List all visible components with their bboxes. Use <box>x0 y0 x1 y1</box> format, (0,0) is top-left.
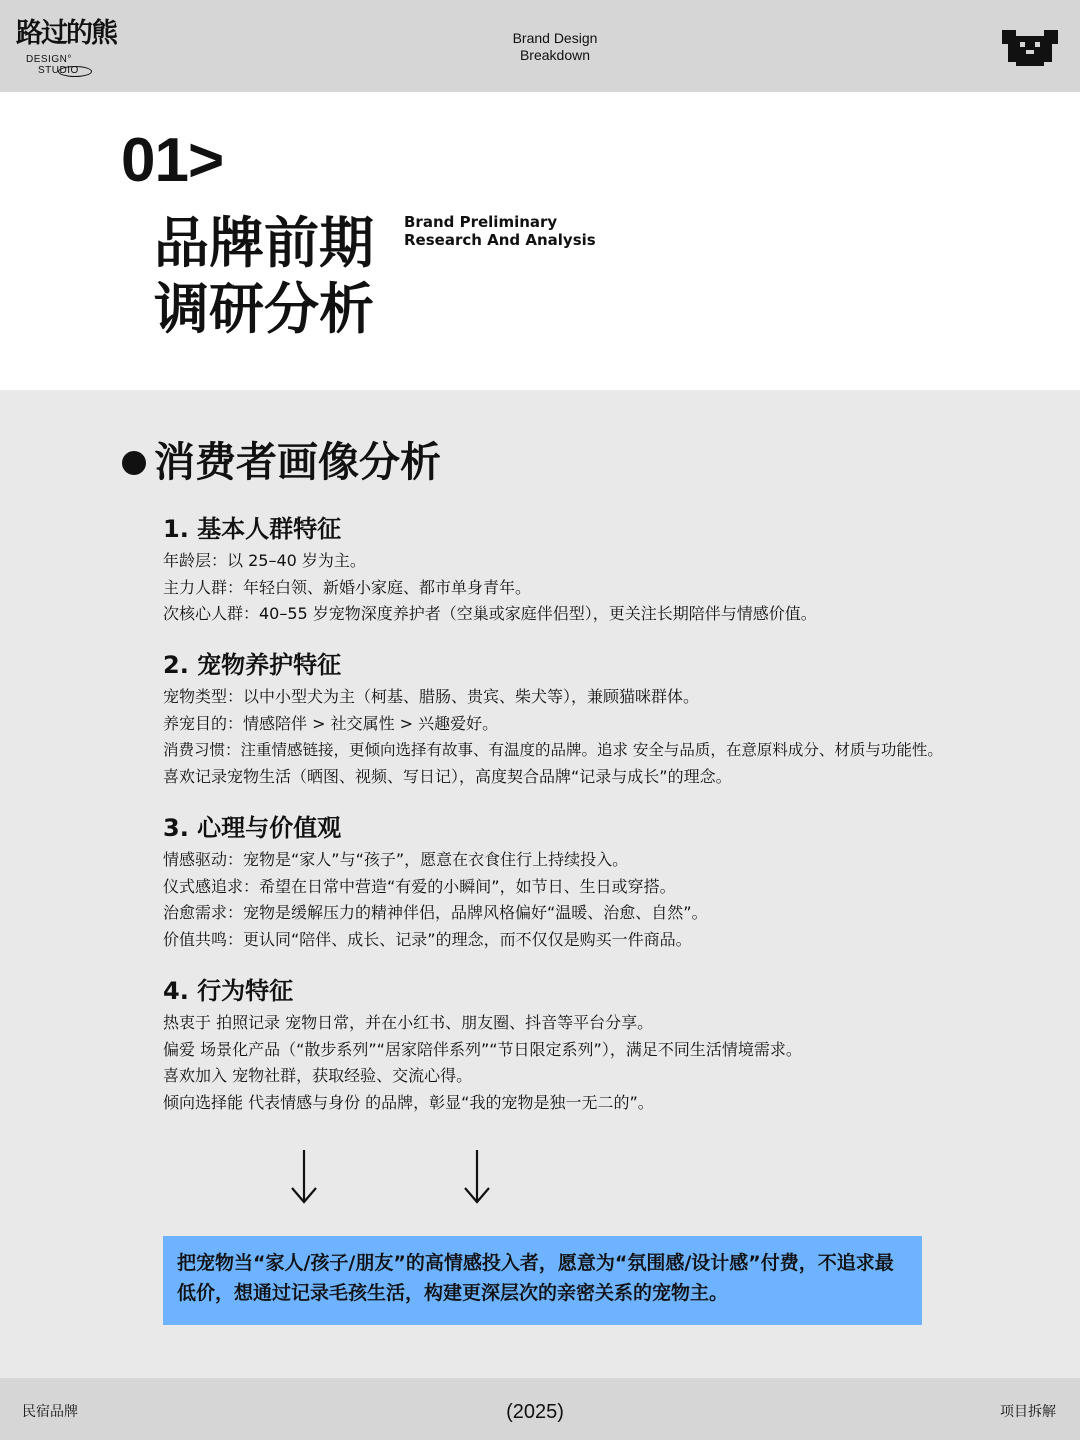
studio-logo-text: 路过的熊 <box>16 18 116 49</box>
bear-head-icon <box>1000 26 1060 68</box>
block-line: 价值共鸣：更认同“陪伴、成长、记录”的理念，而不仅仅是购买一件商品。 <box>163 929 692 949</box>
block-heading: 2. 宠物养护特征 <box>163 651 342 679</box>
chapter-title-en-line-2: Research And Analysis <box>404 231 596 249</box>
block-line: 倾向选择能 代表情感与身份 的品牌，彰显“我的宠物是独一无二的”。 <box>163 1092 654 1112</box>
block-heading: 4. 行为特征 <box>163 977 294 1005</box>
block-line: 热衷于 拍照记录 宠物日常，并在小红书、朋友圈、抖音等平台分享。 <box>163 1013 654 1032</box>
block-line: 主力人群：年轻白领、新婚小家庭、都市单身青年。 <box>163 577 532 597</box>
profile-block-1 <box>163 514 817 628</box>
profile-block-4 <box>163 976 802 1116</box>
logo-sub-studio: STUDIO <box>38 65 79 76</box>
chapter-title-cn-line-2: 调研分析 <box>154 277 375 341</box>
footer-bar <box>0 1378 1080 1440</box>
block-line: 年龄层：以 25–40 岁为主。 <box>163 551 366 570</box>
top-bar <box>0 0 1080 92</box>
footer-left-label: 民宿品牌 <box>22 1404 78 1420</box>
block-line: 情感驱动：宠物是“家人”与“孩子”，愿意在衣食住行上持续投入。 <box>163 850 629 869</box>
chapter-title-en <box>404 213 596 249</box>
brand-design-line-2: Breakdown <box>519 47 591 63</box>
footer-right-label: 项目拆解 <box>1000 1404 1056 1420</box>
block-heading: 3. 心理与价值观 <box>163 814 342 842</box>
profile-block-2 <box>163 650 943 790</box>
chapter-title-cn-line-1: 品牌前期 <box>154 211 375 275</box>
logo-sub-design: DESIGN° <box>26 54 72 65</box>
bullet-dot <box>122 451 146 475</box>
block-line: 治愈需求：宠物是缓解压力的精神伴侣，品牌风格偏好“温暖、治愈、自然”。 <box>163 903 708 922</box>
down-arrow-icon <box>462 1148 492 1206</box>
down-arrow-icon <box>289 1148 319 1206</box>
block-line: 次核心人群：40–55 岁宠物深度养护者（空巢或家庭伴侣型），更关注长期陪伴与情感价值。 <box>163 604 817 623</box>
block-line: 喜欢记录宠物生活（晒图、视频、写日记），高度契合品牌“记录与成长”的理念。 <box>163 766 732 786</box>
profile-block-3 <box>163 813 708 953</box>
consumer-profile-section <box>0 390 1080 1378</box>
block-line: 仪式感追求：希望在日常中营造“有爱的小瞬间”，如节日、生日或穿搭。 <box>163 876 676 896</box>
section-title: 消费者画像分析 <box>154 438 441 486</box>
hero-section <box>0 92 1080 390</box>
block-line: 养宠目的：情感陪伴 > 社交属性 > 兴趣爱好。 <box>163 713 499 733</box>
summary-callout: 把宠物当“家人/孩子/朋友”的高情感投入者，愿意为“氛围感/设计感”付费，不追求最低价，想通过记录毛孩生活，构建更深层次的亲密关系的宠物主。 <box>163 1236 922 1325</box>
footer-year: (2025) <box>506 1401 564 1423</box>
block-line: 宠物类型：以中小型犬为主（柯基、腊肠、贵宾、柴犬等），兼顾猫咪群体。 <box>163 687 700 706</box>
brand-design-line-1: Brand Design <box>512 30 598 46</box>
chapter-title-cn <box>154 210 374 342</box>
brand-design-label <box>480 30 630 64</box>
logo-oval-mark <box>58 66 92 77</box>
chapter-number: 01> <box>121 126 224 195</box>
block-heading: 1. 基本人群特征 <box>163 515 342 543</box>
chapter-title-en-line-1: Brand Preliminary <box>404 213 558 231</box>
block-line: 消费习惯：注重情感链接，更倾向选择有故事、有温度的品牌。追求 安全与品质，在意原料成分、材质与功能性。 <box>163 741 943 759</box>
block-line: 偏爱 场景化产品（“散步系列”“居家陪伴系列”“节日限定系列”），满足不同生活情境需求。 <box>163 1039 802 1059</box>
block-line: 喜欢加入 宠物社群，获取经验、交流心得。 <box>163 1066 473 1085</box>
